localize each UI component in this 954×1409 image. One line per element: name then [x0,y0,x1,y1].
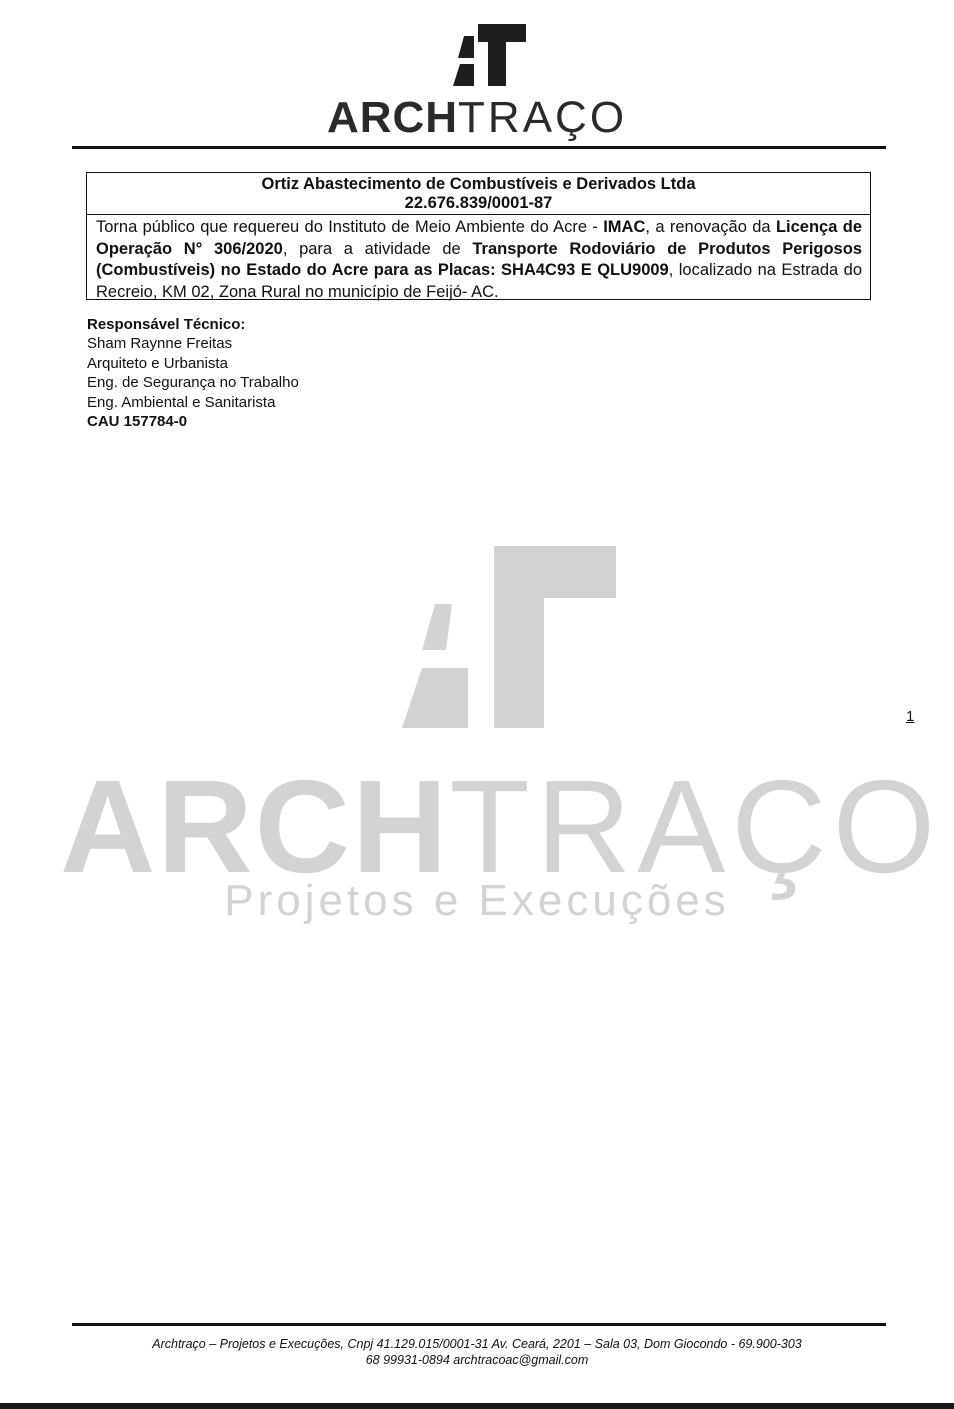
public-notice-box [86,172,871,300]
responsible-role: Eng. Ambiental e Sanitarista [87,393,276,411]
notice-text-part: , a renovação da [645,218,776,236]
company-name: Ortiz Abastecimento de Combustíveis e Derivados Ltda [261,175,696,193]
watermark-arch: ARCH [60,753,450,900]
notice-agency: IMAC [603,218,646,236]
footer-address: Archtraço – Projetos e Execuções, Cnpj 41.129.015/0001-31 Av. Ceará, 2201 – Sala 03, Dom Giocondo - 69.900-303 [152,1337,802,1351]
watermark-traco: TRAÇO [449,753,942,900]
notice-text [87,215,870,303]
page-number: 1 [906,708,915,725]
notice-header [87,173,870,215]
responsible-registration: CAU 157784-0 [87,413,188,431]
notice-text-part: Torna público que requereu do Instituto de Meio Ambiente do Acre - [96,218,604,236]
watermark-text [60,753,942,900]
footer-divider [72,1323,886,1326]
logo-arch-text: ARCH [326,93,459,142]
responsible-technician [87,315,299,431]
header-divider [72,146,886,149]
footer [0,1336,954,1368]
responsible-role: Arquiteto e Urbanista [87,354,228,372]
notice-text-part: , para a atividade de [282,239,473,258]
logo-traco-text: TRAÇO [458,93,628,142]
footer-contact: 68 99931-0894 archtracoac@gmail.com [365,1353,589,1367]
watermark-subtitle: Projetos e Execuções [224,876,730,925]
watermark-logo-mark [400,546,616,728]
archtraco-logo-mark [450,24,530,86]
notice-activity: Transporte Rodoviário de Produtos Perigosos (Combustíveis) no Estado do Acre para as Placas: SHA4C93 E QLU9009 [96,239,862,280]
notice-location: , localizado na Estrada do Recreio, KM 02, Zona Rural no município de Feijó- AC. [96,261,862,301]
responsible-name: Sham Raynne Freitas [87,335,233,353]
responsible-heading: Responsável Técnico: [87,316,246,333]
bottom-edge-bar [0,1403,954,1409]
company-cnpj: 22.676.839/0001-87 [404,194,553,212]
notice-license: Licença de Operação N° 306/2020 [96,218,863,258]
archtraco-logo-text [0,94,954,142]
responsible-role: Eng. de Segurança no Trabalho [87,374,299,392]
